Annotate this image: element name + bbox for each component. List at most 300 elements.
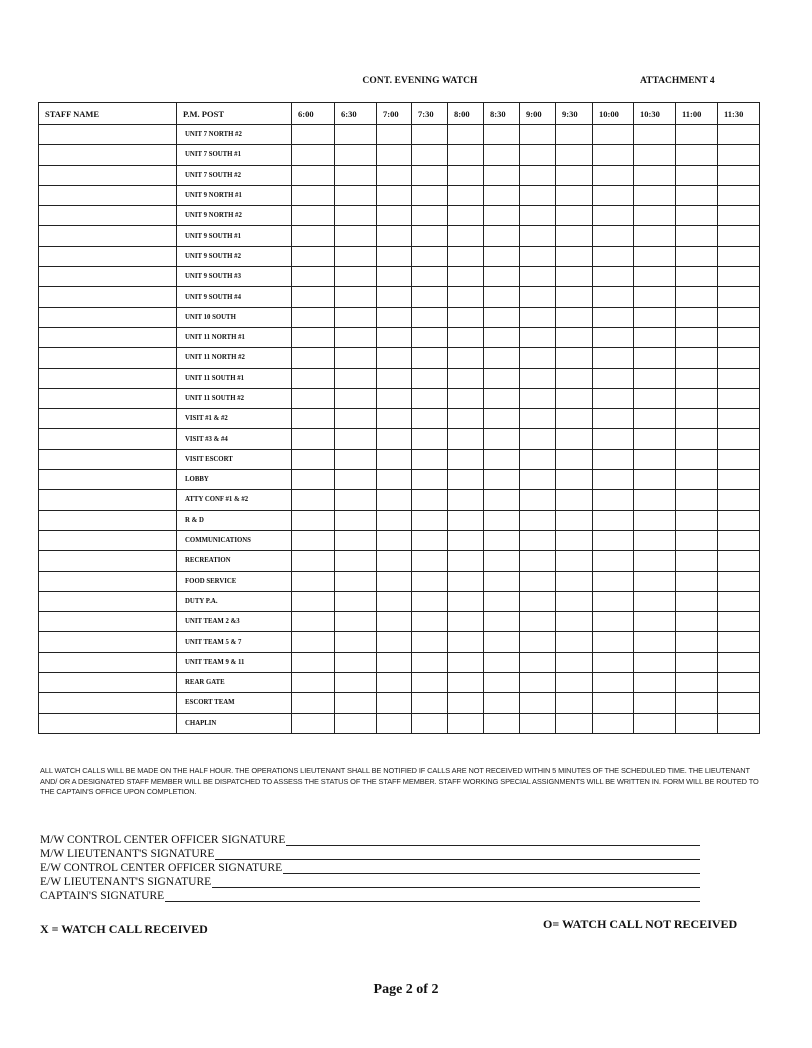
watch-call-cell[interactable] xyxy=(676,409,718,429)
watch-call-cell[interactable] xyxy=(412,287,448,307)
watch-call-cell[interactable] xyxy=(556,551,593,571)
watch-call-cell[interactable] xyxy=(484,348,520,368)
watch-call-cell[interactable] xyxy=(412,551,448,571)
watch-call-cell[interactable] xyxy=(292,246,335,266)
watch-call-cell[interactable] xyxy=(520,551,556,571)
watch-call-cell[interactable] xyxy=(676,287,718,307)
watch-call-cell[interactable] xyxy=(676,125,718,145)
watch-call-cell[interactable] xyxy=(292,612,335,632)
watch-call-cell[interactable] xyxy=(718,591,760,611)
watch-call-cell[interactable] xyxy=(718,388,760,408)
watch-call-cell[interactable] xyxy=(634,348,676,368)
watch-call-cell[interactable] xyxy=(412,490,448,510)
watch-call-cell[interactable] xyxy=(292,327,335,347)
watch-call-cell[interactable] xyxy=(556,165,593,185)
watch-call-cell[interactable] xyxy=(377,246,412,266)
staff-name-cell[interactable] xyxy=(39,145,177,165)
watch-call-cell[interactable] xyxy=(718,632,760,652)
watch-call-cell[interactable] xyxy=(335,368,377,388)
watch-call-cell[interactable] xyxy=(335,409,377,429)
watch-call-cell[interactable] xyxy=(634,145,676,165)
staff-name-cell[interactable] xyxy=(39,348,177,368)
watch-call-cell[interactable] xyxy=(520,530,556,550)
watch-call-cell[interactable] xyxy=(676,530,718,550)
watch-call-cell[interactable] xyxy=(556,530,593,550)
watch-call-cell[interactable] xyxy=(520,571,556,591)
watch-call-cell[interactable] xyxy=(377,551,412,571)
watch-call-cell[interactable] xyxy=(593,551,634,571)
watch-call-cell[interactable] xyxy=(634,206,676,226)
watch-call-cell[interactable] xyxy=(520,713,556,733)
watch-call-cell[interactable] xyxy=(593,287,634,307)
watch-call-cell[interactable] xyxy=(634,125,676,145)
watch-call-cell[interactable] xyxy=(520,307,556,327)
watch-call-cell[interactable] xyxy=(634,368,676,388)
watch-call-cell[interactable] xyxy=(377,307,412,327)
watch-call-cell[interactable] xyxy=(448,530,484,550)
watch-call-cell[interactable] xyxy=(448,185,484,205)
watch-call-cell[interactable] xyxy=(292,470,335,490)
watch-call-cell[interactable] xyxy=(335,713,377,733)
watch-call-cell[interactable] xyxy=(676,693,718,713)
watch-call-cell[interactable] xyxy=(718,612,760,632)
watch-call-cell[interactable] xyxy=(634,713,676,733)
watch-call-cell[interactable] xyxy=(593,206,634,226)
watch-call-cell[interactable] xyxy=(556,591,593,611)
watch-call-cell[interactable] xyxy=(412,226,448,246)
watch-call-cell[interactable] xyxy=(520,185,556,205)
watch-call-cell[interactable] xyxy=(335,632,377,652)
watch-call-cell[interactable] xyxy=(634,490,676,510)
watch-call-cell[interactable] xyxy=(448,206,484,226)
staff-name-cell[interactable] xyxy=(39,551,177,571)
watch-call-cell[interactable] xyxy=(634,551,676,571)
watch-call-cell[interactable] xyxy=(412,165,448,185)
watch-call-cell[interactable] xyxy=(520,246,556,266)
watch-call-cell[interactable] xyxy=(448,145,484,165)
watch-call-cell[interactable] xyxy=(593,429,634,449)
watch-call-cell[interactable] xyxy=(634,267,676,287)
watch-call-cell[interactable] xyxy=(292,652,335,672)
watch-call-cell[interactable] xyxy=(676,470,718,490)
watch-call-cell[interactable] xyxy=(676,206,718,226)
watch-call-cell[interactable] xyxy=(335,673,377,693)
watch-call-cell[interactable] xyxy=(484,551,520,571)
watch-call-cell[interactable] xyxy=(377,612,412,632)
watch-call-cell[interactable] xyxy=(593,530,634,550)
staff-name-cell[interactable] xyxy=(39,470,177,490)
watch-call-cell[interactable] xyxy=(718,673,760,693)
watch-call-cell[interactable] xyxy=(335,226,377,246)
watch-call-cell[interactable] xyxy=(634,673,676,693)
watch-call-cell[interactable] xyxy=(412,125,448,145)
watch-call-cell[interactable] xyxy=(520,510,556,530)
watch-call-cell[interactable] xyxy=(634,185,676,205)
watch-call-cell[interactable] xyxy=(718,429,760,449)
watch-call-cell[interactable] xyxy=(676,388,718,408)
watch-call-cell[interactable] xyxy=(593,348,634,368)
watch-call-cell[interactable] xyxy=(676,713,718,733)
watch-call-cell[interactable] xyxy=(718,409,760,429)
watch-call-cell[interactable] xyxy=(335,267,377,287)
watch-call-cell[interactable] xyxy=(412,673,448,693)
watch-call-cell[interactable] xyxy=(484,470,520,490)
watch-call-cell[interactable] xyxy=(484,327,520,347)
watch-call-cell[interactable] xyxy=(412,348,448,368)
watch-call-cell[interactable] xyxy=(718,327,760,347)
watch-call-cell[interactable] xyxy=(484,145,520,165)
watch-call-cell[interactable] xyxy=(448,591,484,611)
watch-call-cell[interactable] xyxy=(377,165,412,185)
watch-call-cell[interactable] xyxy=(556,470,593,490)
watch-call-cell[interactable] xyxy=(335,470,377,490)
watch-call-cell[interactable] xyxy=(718,348,760,368)
watch-call-cell[interactable] xyxy=(676,632,718,652)
watch-call-cell[interactable] xyxy=(292,449,335,469)
watch-call-cell[interactable] xyxy=(718,470,760,490)
watch-call-cell[interactable] xyxy=(520,693,556,713)
watch-call-cell[interactable] xyxy=(520,409,556,429)
watch-call-cell[interactable] xyxy=(448,348,484,368)
watch-call-cell[interactable] xyxy=(718,530,760,550)
watch-call-cell[interactable] xyxy=(634,510,676,530)
watch-call-cell[interactable] xyxy=(448,449,484,469)
watch-call-cell[interactable] xyxy=(448,429,484,449)
staff-name-cell[interactable] xyxy=(39,206,177,226)
watch-call-cell[interactable] xyxy=(556,307,593,327)
watch-call-cell[interactable] xyxy=(448,571,484,591)
watch-call-cell[interactable] xyxy=(292,307,335,327)
watch-call-cell[interactable] xyxy=(484,287,520,307)
watch-call-cell[interactable] xyxy=(292,388,335,408)
watch-call-cell[interactable] xyxy=(377,673,412,693)
watch-call-cell[interactable] xyxy=(335,612,377,632)
watch-call-cell[interactable] xyxy=(676,510,718,530)
watch-call-cell[interactable] xyxy=(718,125,760,145)
watch-call-cell[interactable] xyxy=(335,652,377,672)
watch-call-cell[interactable] xyxy=(335,307,377,327)
watch-call-cell[interactable] xyxy=(520,673,556,693)
watch-call-cell[interactable] xyxy=(412,510,448,530)
watch-call-cell[interactable] xyxy=(556,246,593,266)
watch-call-cell[interactable] xyxy=(520,287,556,307)
watch-call-cell[interactable] xyxy=(448,490,484,510)
watch-call-cell[interactable] xyxy=(593,125,634,145)
watch-call-cell[interactable] xyxy=(412,246,448,266)
watch-call-cell[interactable] xyxy=(556,388,593,408)
watch-call-cell[interactable] xyxy=(556,490,593,510)
watch-call-cell[interactable] xyxy=(448,246,484,266)
watch-call-cell[interactable] xyxy=(412,449,448,469)
watch-call-cell[interactable] xyxy=(484,307,520,327)
watch-call-cell[interactable] xyxy=(676,145,718,165)
staff-name-cell[interactable] xyxy=(39,125,177,145)
staff-name-cell[interactable] xyxy=(39,327,177,347)
watch-call-cell[interactable] xyxy=(412,530,448,550)
watch-call-cell[interactable] xyxy=(377,429,412,449)
staff-name-cell[interactable] xyxy=(39,226,177,246)
watch-call-cell[interactable] xyxy=(593,571,634,591)
watch-call-cell[interactable] xyxy=(484,530,520,550)
staff-name-cell[interactable] xyxy=(39,246,177,266)
watch-call-cell[interactable] xyxy=(593,327,634,347)
watch-call-cell[interactable] xyxy=(292,206,335,226)
watch-call-cell[interactable] xyxy=(448,125,484,145)
watch-call-cell[interactable] xyxy=(377,530,412,550)
watch-call-cell[interactable] xyxy=(676,368,718,388)
watch-call-cell[interactable] xyxy=(292,348,335,368)
watch-call-cell[interactable] xyxy=(292,530,335,550)
watch-call-cell[interactable] xyxy=(593,267,634,287)
watch-call-cell[interactable] xyxy=(335,449,377,469)
watch-call-cell[interactable] xyxy=(335,125,377,145)
watch-call-cell[interactable] xyxy=(634,632,676,652)
watch-call-cell[interactable] xyxy=(634,388,676,408)
watch-call-cell[interactable] xyxy=(292,368,335,388)
watch-call-cell[interactable] xyxy=(520,612,556,632)
watch-call-cell[interactable] xyxy=(448,307,484,327)
watch-call-cell[interactable] xyxy=(448,693,484,713)
watch-call-cell[interactable] xyxy=(593,368,634,388)
watch-call-cell[interactable] xyxy=(676,267,718,287)
staff-name-cell[interactable] xyxy=(39,652,177,672)
watch-call-cell[interactable] xyxy=(335,327,377,347)
watch-call-cell[interactable] xyxy=(448,652,484,672)
watch-call-cell[interactable] xyxy=(412,632,448,652)
watch-call-cell[interactable] xyxy=(676,652,718,672)
watch-call-cell[interactable] xyxy=(718,652,760,672)
watch-call-cell[interactable] xyxy=(335,206,377,226)
watch-call-cell[interactable] xyxy=(484,571,520,591)
watch-call-cell[interactable] xyxy=(556,327,593,347)
watch-call-cell[interactable] xyxy=(448,327,484,347)
watch-call-cell[interactable] xyxy=(292,673,335,693)
signature-line[interactable] xyxy=(40,846,700,860)
watch-call-cell[interactable] xyxy=(484,429,520,449)
staff-name-cell[interactable] xyxy=(39,429,177,449)
watch-call-cell[interactable] xyxy=(377,267,412,287)
watch-call-cell[interactable] xyxy=(593,145,634,165)
watch-call-cell[interactable] xyxy=(412,327,448,347)
watch-call-cell[interactable] xyxy=(377,226,412,246)
watch-call-cell[interactable] xyxy=(292,510,335,530)
watch-call-cell[interactable] xyxy=(412,388,448,408)
watch-call-cell[interactable] xyxy=(556,449,593,469)
watch-call-cell[interactable] xyxy=(593,246,634,266)
watch-call-cell[interactable] xyxy=(634,571,676,591)
watch-call-cell[interactable] xyxy=(556,348,593,368)
watch-call-cell[interactable] xyxy=(634,530,676,550)
watch-call-cell[interactable] xyxy=(593,490,634,510)
watch-call-cell[interactable] xyxy=(448,470,484,490)
watch-call-cell[interactable] xyxy=(484,125,520,145)
watch-call-cell[interactable] xyxy=(292,287,335,307)
watch-call-cell[interactable] xyxy=(556,652,593,672)
watch-call-cell[interactable] xyxy=(292,713,335,733)
watch-call-cell[interactable] xyxy=(718,206,760,226)
watch-call-cell[interactable] xyxy=(676,673,718,693)
watch-call-cell[interactable] xyxy=(556,125,593,145)
watch-call-cell[interactable] xyxy=(484,226,520,246)
watch-call-cell[interactable] xyxy=(676,429,718,449)
watch-call-cell[interactable] xyxy=(718,165,760,185)
watch-call-cell[interactable] xyxy=(377,470,412,490)
watch-call-cell[interactable] xyxy=(593,388,634,408)
watch-call-cell[interactable] xyxy=(292,267,335,287)
watch-call-cell[interactable] xyxy=(448,673,484,693)
watch-call-cell[interactable] xyxy=(292,693,335,713)
watch-call-cell[interactable] xyxy=(484,185,520,205)
watch-call-cell[interactable] xyxy=(718,246,760,266)
watch-call-cell[interactable] xyxy=(718,693,760,713)
staff-name-cell[interactable] xyxy=(39,449,177,469)
watch-call-cell[interactable] xyxy=(377,125,412,145)
watch-call-cell[interactable] xyxy=(676,551,718,571)
watch-call-cell[interactable] xyxy=(377,327,412,347)
watch-call-cell[interactable] xyxy=(484,713,520,733)
watch-call-cell[interactable] xyxy=(412,652,448,672)
watch-call-cell[interactable] xyxy=(377,510,412,530)
watch-call-cell[interactable] xyxy=(377,449,412,469)
watch-call-cell[interactable] xyxy=(335,530,377,550)
watch-call-cell[interactable] xyxy=(520,429,556,449)
watch-call-cell[interactable] xyxy=(593,591,634,611)
watch-call-cell[interactable] xyxy=(556,693,593,713)
watch-call-cell[interactable] xyxy=(412,409,448,429)
watch-call-cell[interactable] xyxy=(412,368,448,388)
watch-call-cell[interactable] xyxy=(593,713,634,733)
watch-call-cell[interactable] xyxy=(634,591,676,611)
watch-call-cell[interactable] xyxy=(520,388,556,408)
watch-call-cell[interactable] xyxy=(718,368,760,388)
watch-call-cell[interactable] xyxy=(412,185,448,205)
watch-call-cell[interactable] xyxy=(448,409,484,429)
watch-call-cell[interactable] xyxy=(593,185,634,205)
watch-call-cell[interactable] xyxy=(634,246,676,266)
watch-call-cell[interactable] xyxy=(335,571,377,591)
watch-call-cell[interactable] xyxy=(676,226,718,246)
watch-call-cell[interactable] xyxy=(335,429,377,449)
watch-call-cell[interactable] xyxy=(676,246,718,266)
watch-call-cell[interactable] xyxy=(520,267,556,287)
watch-call-cell[interactable] xyxy=(484,510,520,530)
watch-call-cell[interactable] xyxy=(556,510,593,530)
watch-call-cell[interactable] xyxy=(593,652,634,672)
watch-call-cell[interactable] xyxy=(718,307,760,327)
watch-call-cell[interactable] xyxy=(377,145,412,165)
watch-call-cell[interactable] xyxy=(634,226,676,246)
watch-call-cell[interactable] xyxy=(520,348,556,368)
watch-call-cell[interactable] xyxy=(412,307,448,327)
watch-call-cell[interactable] xyxy=(556,632,593,652)
watch-call-cell[interactable] xyxy=(484,206,520,226)
watch-call-cell[interactable] xyxy=(377,388,412,408)
watch-call-cell[interactable] xyxy=(292,125,335,145)
watch-call-cell[interactable] xyxy=(335,246,377,266)
staff-name-cell[interactable] xyxy=(39,287,177,307)
watch-call-cell[interactable] xyxy=(292,429,335,449)
watch-call-cell[interactable] xyxy=(292,551,335,571)
staff-name-cell[interactable] xyxy=(39,612,177,632)
watch-call-cell[interactable] xyxy=(634,429,676,449)
watch-call-cell[interactable] xyxy=(676,591,718,611)
staff-name-cell[interactable] xyxy=(39,673,177,693)
watch-call-cell[interactable] xyxy=(718,145,760,165)
signature-line[interactable] xyxy=(40,874,700,888)
watch-call-cell[interactable] xyxy=(377,368,412,388)
watch-call-cell[interactable] xyxy=(335,165,377,185)
watch-call-cell[interactable] xyxy=(556,571,593,591)
watch-call-cell[interactable] xyxy=(520,632,556,652)
watch-call-cell[interactable] xyxy=(335,510,377,530)
watch-call-cell[interactable] xyxy=(593,673,634,693)
watch-call-cell[interactable] xyxy=(556,368,593,388)
watch-call-cell[interactable] xyxy=(718,490,760,510)
watch-call-cell[interactable] xyxy=(412,429,448,449)
watch-call-cell[interactable] xyxy=(676,490,718,510)
watch-call-cell[interactable] xyxy=(412,591,448,611)
watch-call-cell[interactable] xyxy=(412,145,448,165)
watch-call-cell[interactable] xyxy=(520,327,556,347)
watch-call-cell[interactable] xyxy=(484,368,520,388)
signature-line[interactable] xyxy=(40,888,700,902)
watch-call-cell[interactable] xyxy=(335,693,377,713)
watch-call-cell[interactable] xyxy=(718,449,760,469)
watch-call-cell[interactable] xyxy=(484,388,520,408)
watch-call-cell[interactable] xyxy=(718,571,760,591)
watch-call-cell[interactable] xyxy=(377,185,412,205)
watch-call-cell[interactable] xyxy=(676,348,718,368)
staff-name-cell[interactable] xyxy=(39,490,177,510)
watch-call-cell[interactable] xyxy=(634,652,676,672)
watch-call-cell[interactable] xyxy=(556,185,593,205)
watch-call-cell[interactable] xyxy=(676,449,718,469)
watch-call-cell[interactable] xyxy=(292,145,335,165)
watch-call-cell[interactable] xyxy=(292,571,335,591)
watch-call-cell[interactable] xyxy=(484,165,520,185)
signature-line[interactable] xyxy=(40,860,700,874)
watch-call-cell[interactable] xyxy=(718,713,760,733)
watch-call-cell[interactable] xyxy=(292,591,335,611)
watch-call-cell[interactable] xyxy=(484,246,520,266)
watch-call-cell[interactable] xyxy=(718,551,760,571)
staff-name-cell[interactable] xyxy=(39,591,177,611)
watch-call-cell[interactable] xyxy=(634,165,676,185)
staff-name-cell[interactable] xyxy=(39,165,177,185)
watch-call-cell[interactable] xyxy=(676,612,718,632)
watch-call-cell[interactable] xyxy=(484,673,520,693)
watch-call-cell[interactable] xyxy=(556,429,593,449)
watch-call-cell[interactable] xyxy=(718,510,760,530)
watch-call-cell[interactable] xyxy=(377,490,412,510)
watch-call-cell[interactable] xyxy=(335,551,377,571)
watch-call-cell[interactable] xyxy=(377,652,412,672)
watch-call-cell[interactable] xyxy=(412,612,448,632)
watch-call-cell[interactable] xyxy=(593,307,634,327)
watch-call-cell[interactable] xyxy=(377,632,412,652)
watch-call-cell[interactable] xyxy=(593,409,634,429)
watch-call-cell[interactable] xyxy=(484,693,520,713)
watch-call-cell[interactable] xyxy=(593,693,634,713)
staff-name-cell[interactable] xyxy=(39,693,177,713)
watch-call-cell[interactable] xyxy=(377,693,412,713)
watch-call-cell[interactable] xyxy=(718,226,760,246)
watch-call-cell[interactable] xyxy=(556,673,593,693)
watch-call-cell[interactable] xyxy=(556,206,593,226)
watch-call-cell[interactable] xyxy=(484,490,520,510)
watch-call-cell[interactable] xyxy=(593,226,634,246)
watch-call-cell[interactable] xyxy=(448,267,484,287)
